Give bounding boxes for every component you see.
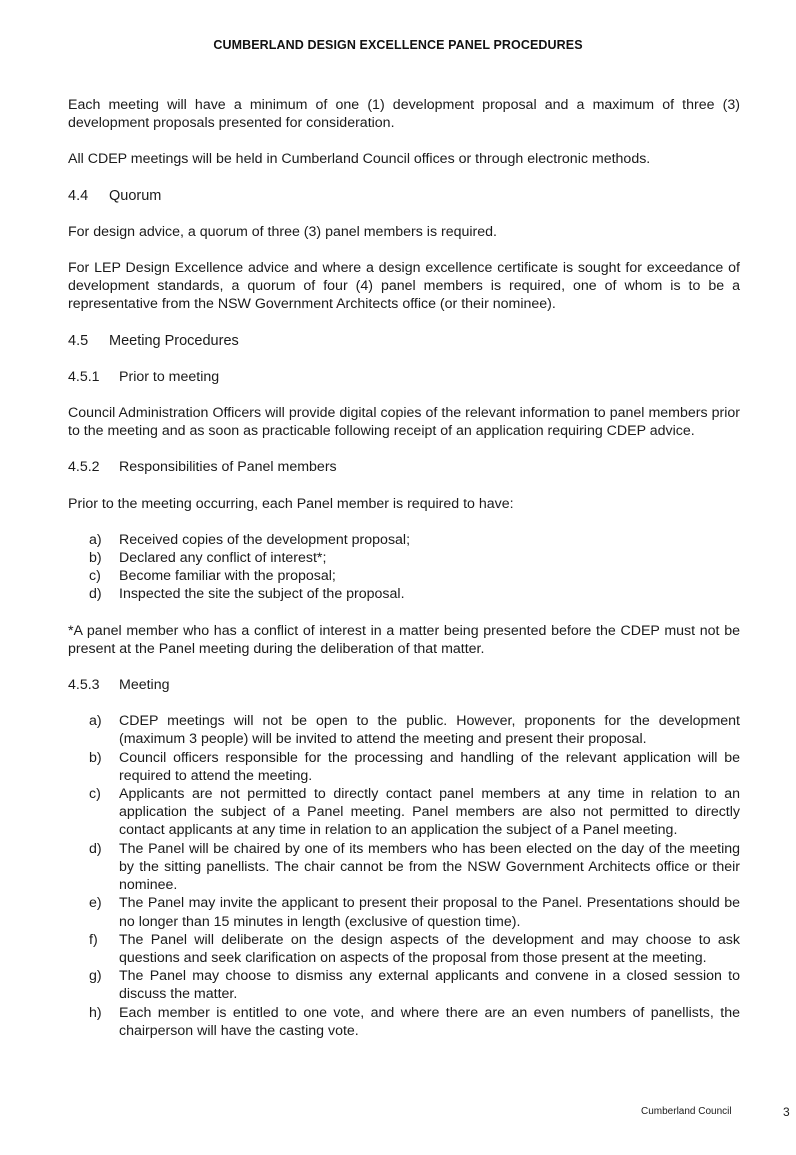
list-marker: b) [89,550,102,567]
intro-paragraph-2: All CDEP meetings will be held in Cumberland Council offices or through electronic methods. [68,151,651,168]
section-heading-quorum [68,187,740,205]
page-content [68,96,740,1058]
subsection-number: 4.5.3 [68,677,100,694]
list-marker: d) [89,840,102,857]
list-marker: a) [89,713,102,730]
list-item [68,712,740,748]
list-text: Declared any conflict of interest*; [119,550,327,567]
subsection-title: Responsibilities of Panel members [119,459,337,476]
page-number: 3 [783,1105,790,1119]
intro-paragraph-1: Each meeting will have a minimum of one (1) development proposal and a maximum of three (3) development proposals presented for consideration. [68,97,740,132]
subsection-number: 4.5.1 [68,368,100,385]
subsection-title: Prior to meeting [119,368,220,385]
responsibilities-intro: Prior to the meeting occurring, each Panel member is required to have: [68,495,514,512]
meeting-list [68,712,740,1040]
subsection-heading-responsibilities [68,458,740,476]
prior-paragraph: Council Administration Officers will provide digital copies of the relevant information to panel members prior to the meeting and as soon as practicable following receipt of an application requiring CDEP advice. [68,405,740,440]
list-marker: a) [89,531,102,548]
section-title: Quorum [109,187,162,204]
list-marker: g) [89,968,102,985]
list-marker: f) [89,931,98,948]
list-marker: c) [89,568,101,585]
section-heading-meeting-procedures [68,332,740,350]
list-marker: d) [89,586,102,603]
subsection-title: Meeting [119,677,170,694]
list-marker: h) [89,1004,102,1021]
subsection-heading-meeting [68,676,740,694]
list-text: The Panel will deliberate on the design aspects of the development and may choose to ask questions and seek clarification on aspects of the proposal from those present at the meeting. [119,931,740,966]
list-item [68,785,740,840]
list-item [68,931,740,967]
list-text: The Panel will be chaired by one of its members who has been elected on the day of the meeting by the sitting panellists. The chair cannot be from the NSW Government Architects office or their nominee. [119,840,740,894]
list-item [68,531,740,549]
subsection-number: 4.5.2 [68,459,100,476]
responsibilities-list [68,531,740,604]
list-item [68,567,740,585]
list-marker: b) [89,749,102,766]
quorum-paragraph-2: For LEP Design Excellence advice and where a design excellence certificate is sought for exceedance of development standards, a quorum of four (4) panel members is required, one of whom is to be a representative from the NSW Government Architects office (or their nominee). [68,260,740,313]
list-item [68,749,740,785]
conflict-note: *A panel member who has a conflict of interest in a matter being presented before the CDEP must not be present at the Panel meeting during the deliberation of that matter. [68,622,740,657]
list-marker: c) [89,786,101,803]
subsection-heading-prior-to-meeting [68,368,740,386]
list-item [68,840,740,895]
list-item [68,967,740,1003]
footer-organisation: Cumberland Council [641,1106,732,1117]
section-number: 4.4 [68,187,89,204]
page-header: CUMBERLAND DESIGN EXCELLENCE PANEL PROCEDURES [213,38,583,52]
list-text: Council officers responsible for the processing and handling of the relevant application will be required to attend the meeting. [119,749,740,784]
list-text: CDEP meetings will not be open to the public. However, proponents for the development (maximum 3 people) will be invited to attend the meeting and present their proposal. [119,713,740,748]
section-title: Meeting Procedures [109,332,239,349]
list-marker: e) [89,895,102,912]
section-number: 4.5 [68,332,89,349]
list-text: Applicants are not permitted to directly contact panel members at any time in relation to an application the subject of a Panel meeting. Panel members are also not permitted to directly contact applicants at any time in relation to an application the subject of a Panel meeting. [119,786,740,839]
list-item [68,549,740,567]
list-item [68,894,740,930]
list-text: Each member is entitled to one vote, and where there are an even numbers of panellists, the chairperson will have the casting vote. [119,1004,740,1039]
list-text: Inspected the site the subject of the proposal. [119,586,405,603]
list-item [68,585,740,603]
list-item [68,1004,740,1040]
list-text: Become familiar with the proposal; [119,568,336,585]
list-text: Received copies of the development proposal; [119,531,411,548]
list-text: The Panel may invite the applicant to present their proposal to the Panel. Presentations should be no longer than 15 minutes in length (exclusive of question time). [119,895,740,930]
quorum-paragraph-1: For design advice, a quorum of three (3) panel members is required. [68,223,497,240]
list-text: The Panel may choose to dismiss any external applicants and convene in a closed session to discuss the matter. [119,968,740,1003]
